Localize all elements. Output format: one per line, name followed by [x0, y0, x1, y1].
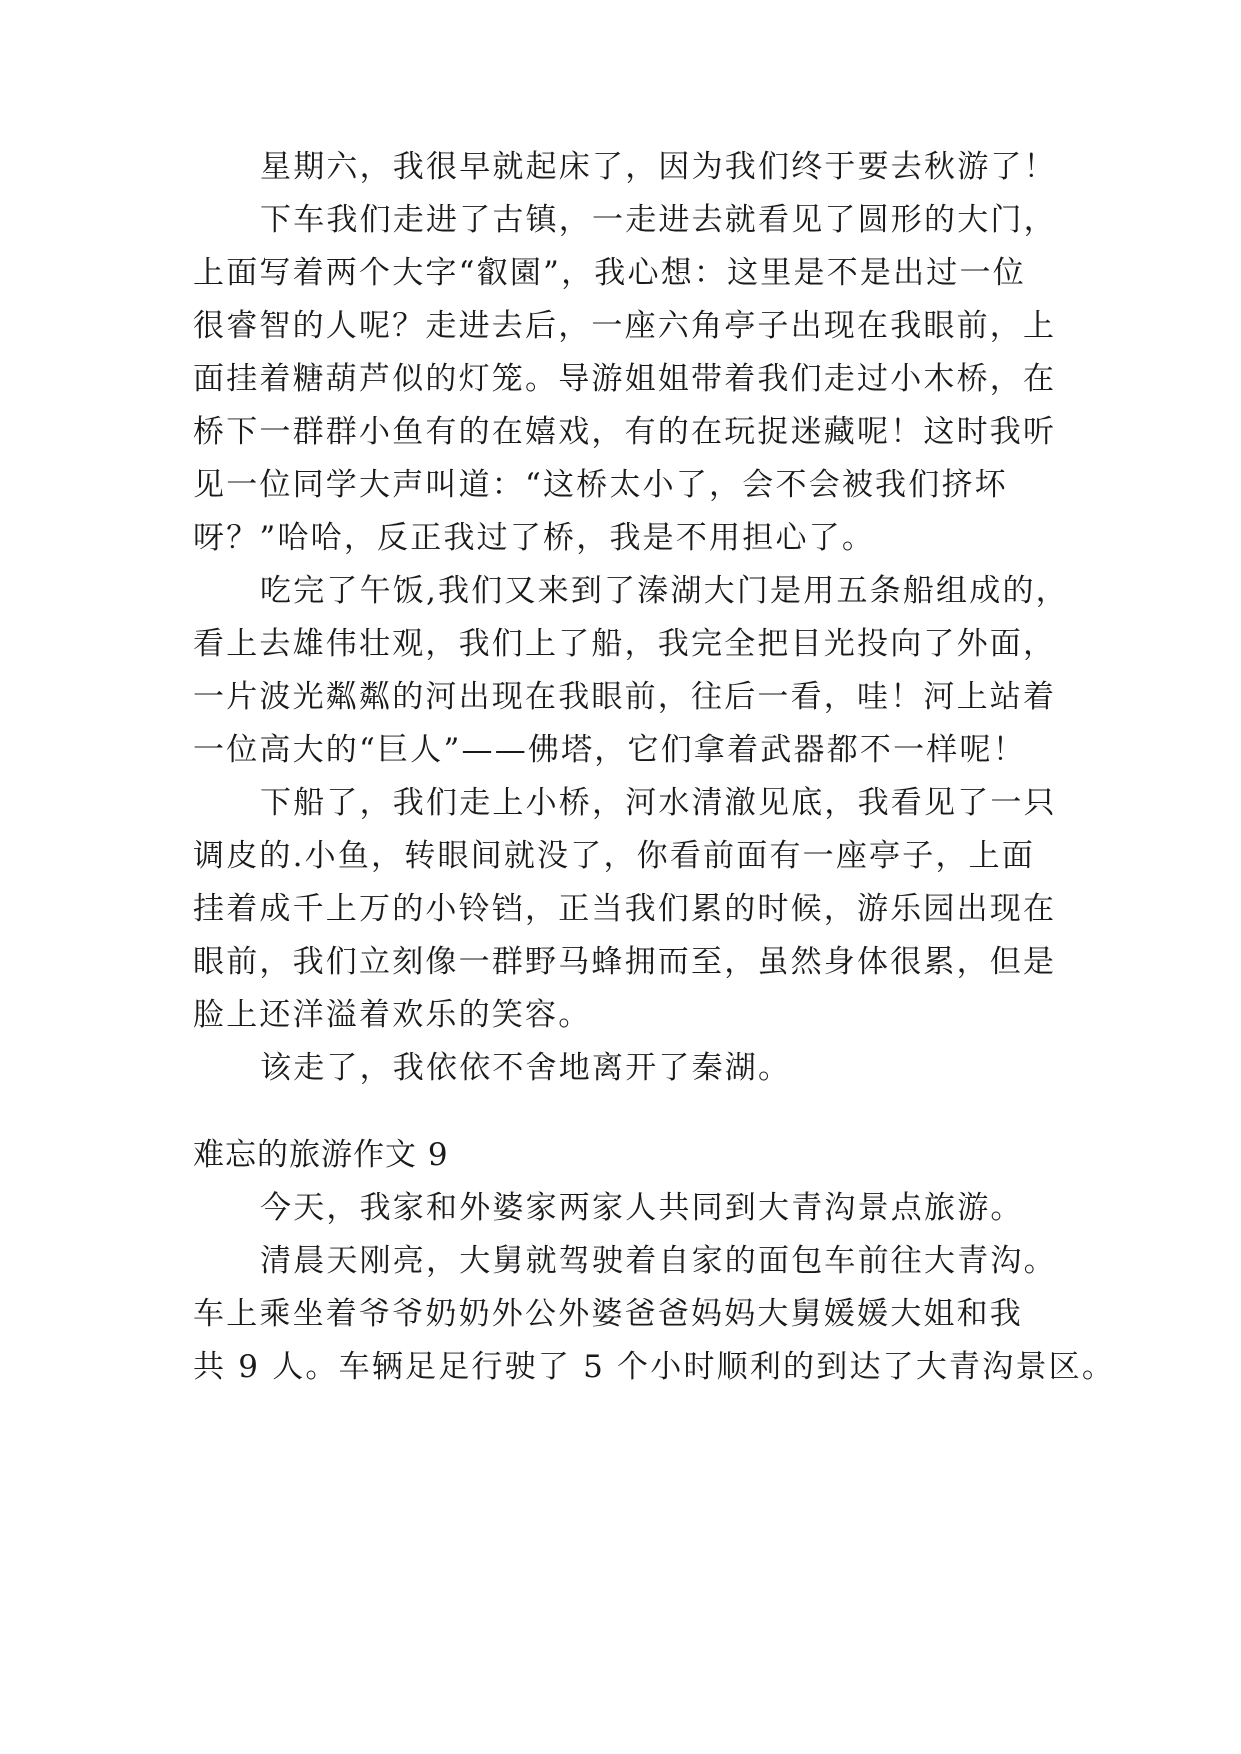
paragraph-line: 见一位同学大声叫道：“这桥太小了，会不会被我们挤坏	[193, 467, 1008, 503]
paragraph-line: 今天，我家和外婆家两家人共同到大青沟景点旅游。	[260, 1190, 1024, 1226]
paragraph-line: 共 9 人。车辆足足行驶了 5 个小时顺利的到达了大青沟景区。	[193, 1349, 1116, 1385]
paragraph-line: 挂着成千上万的小铃铛，正当我们累的时候，游乐园出现在	[193, 891, 1057, 927]
paragraph-line: 吃完了午饭,我们又来到了溱湖大门是用五条船组成的，	[260, 573, 1069, 609]
paragraph-line: 调皮的.小鱼，转眼间就没了，你看前面有一座亭子，上面	[193, 838, 1036, 874]
paragraph-line: 眼前，我们立刻像一群野马蜂拥而至，虽然身体很累，但是	[193, 944, 1057, 980]
paragraph-line: 上面写着两个大字“叡園”，我心想：这里是不是出过一位	[193, 255, 1026, 291]
paragraph-line: 桥下一群群小鱼有的在嬉戏，有的在玩捉迷藏呢！这时我听	[193, 414, 1057, 450]
paragraph-line: 下船了，我们走上小桥，河水清澈见底，我看见了一只	[260, 785, 1057, 821]
paragraph-line: 一位高大的“巨人”——佛塔，它们拿着武器都不一样呢！	[193, 732, 1026, 768]
section-title: 难忘的旅游作文 9	[193, 1137, 449, 1173]
paragraph-line: 一片波光粼粼的河出现在我眼前，往后一看，哇！河上站着	[193, 679, 1057, 715]
paragraph-line: 车上乘坐着爷爷奶奶外公外婆爸爸妈妈大舅媛媛大姐和我	[193, 1296, 1023, 1332]
paragraph-line: 很睿智的人呢？走进去后，一座六角亭子出现在我眼前，上	[193, 308, 1057, 344]
paragraph-line: 看上去雄伟壮观，我们上了船，我完全把目光投向了外面，	[193, 626, 1057, 662]
paragraph-line: 面挂着糖葫芦似的灯笼。导游姐姐带着我们走过小木桥，在	[193, 361, 1057, 397]
paragraph-line: 星期六，我很早就起床了，因为我们终于要去秋游了！	[260, 149, 1057, 185]
paragraph-line: 清晨天刚亮，大舅就驾驶着自家的面包车前往大青沟。	[260, 1243, 1057, 1279]
paragraph-line: 呀？”哈哈，反正我过了桥，我是不用担心了。	[193, 520, 876, 556]
paragraph-line: 下车我们走进了古镇，一走进去就看见了圆形的大门，	[260, 202, 1057, 238]
paragraph-line: 脸上还洋溢着欢乐的笑容。	[193, 997, 592, 1033]
paragraph-line: 该走了，我依依不舍地离开了秦湖。	[260, 1050, 792, 1086]
